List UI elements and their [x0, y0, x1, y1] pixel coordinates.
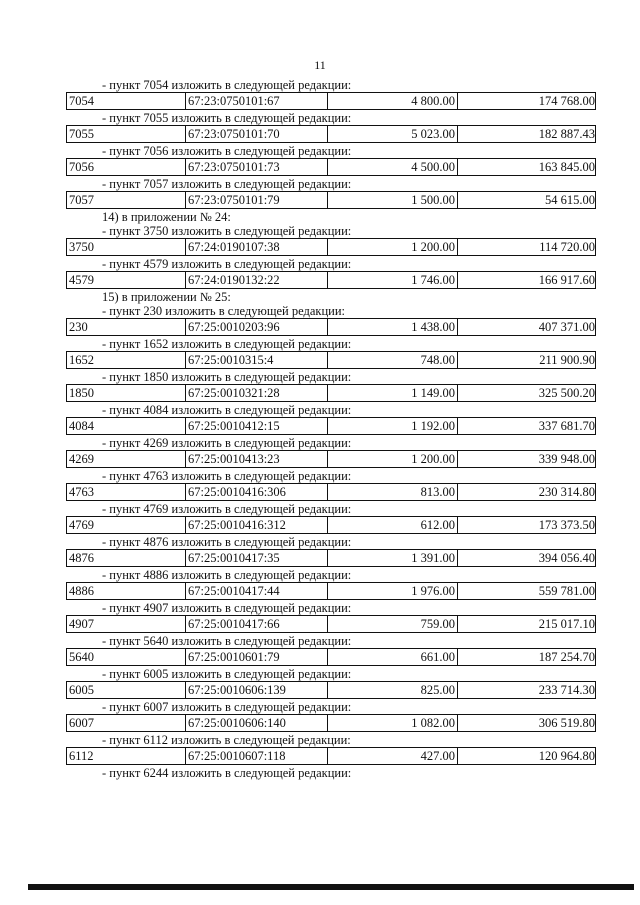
value-cell: 173 373.50: [457, 517, 597, 533]
area-cell: 825.00: [327, 682, 457, 698]
value-cell: 54 615.00: [457, 192, 597, 208]
value-cell: 166 917.60: [457, 272, 597, 288]
item-number-cell: 230: [69, 320, 88, 334]
item-number-cell: 4084: [69, 419, 94, 433]
table-row: [66, 714, 596, 732]
area-cell: 1 082.00: [327, 715, 457, 731]
table-row: [66, 191, 596, 209]
cadastral-number-cell: 67:25:0010413:23: [185, 451, 327, 467]
appendix-heading: 14) в приложении № 24:: [102, 210, 231, 224]
value-cell: 114 720.00: [457, 239, 597, 255]
table-row: [66, 483, 596, 501]
amendment-instruction: - пункт 7054 изложить в следующей редакции:: [102, 78, 352, 92]
area-cell: 661.00: [327, 649, 457, 665]
cadastral-number-cell: 67:25:0010601:79: [185, 649, 327, 665]
value-cell: 182 887.43: [457, 126, 597, 142]
cadastral-number-cell: 67:25:0010606:140: [185, 715, 327, 731]
item-number-cell: 7055: [69, 127, 94, 141]
amendment-instruction: - пункт 1652 изложить в следующей редакции:: [102, 337, 352, 351]
amendment-instruction: - пункт 5640 изложить в следующей редакции:: [102, 634, 352, 648]
area-cell: 1 500.00: [327, 192, 457, 208]
area-cell: 4 500.00: [327, 159, 457, 175]
table-row: [66, 582, 596, 600]
item-number-cell: 4876: [69, 551, 94, 565]
item-number-cell: 7056: [69, 160, 94, 174]
cadastral-number-cell: 67:25:0010412:15: [185, 418, 327, 434]
table-row: [66, 516, 596, 534]
area-cell: 813.00: [327, 484, 457, 500]
table-row: [66, 747, 596, 765]
amendment-instruction: - пункт 4907 изложить в следующей редакции:: [102, 601, 352, 615]
cadastral-number-cell: 67:25:0010417:66: [185, 616, 327, 632]
value-cell: 325 500.20: [457, 385, 597, 401]
amendment-instruction: - пункт 230 изложить в следующей редакции:: [102, 304, 345, 318]
value-cell: 120 964.80: [457, 748, 597, 764]
item-number-cell: 7054: [69, 94, 94, 108]
item-number-cell: 1652: [69, 353, 94, 367]
item-number-cell: 4763: [69, 485, 94, 499]
area-cell: 427.00: [327, 748, 457, 764]
value-cell: 339 948.00: [457, 451, 597, 467]
amendment-instruction: - пункт 4084 изложить в следующей редакции:: [102, 403, 352, 417]
cadastral-number-cell: 67:25:0010606:139: [185, 682, 327, 698]
table-row: [66, 271, 596, 289]
table-row: [66, 615, 596, 633]
item-number-cell: 4907: [69, 617, 94, 631]
item-number-cell: 4886: [69, 584, 94, 598]
cadastral-number-cell: 67:25:0010416:312: [185, 517, 327, 533]
cadastral-number-cell: 67:25:0010417:35: [185, 550, 327, 566]
cadastral-number-cell: 67:23:0750101:70: [185, 126, 327, 142]
amendment-instruction: - пункт 6244 изложить в следующей редакции:: [102, 766, 352, 780]
table-row: [66, 648, 596, 666]
value-cell: 174 768.00: [457, 93, 597, 109]
cadastral-number-cell: 67:23:0750101:67: [185, 93, 327, 109]
table-row: [66, 681, 596, 699]
area-cell: 1 746.00: [327, 272, 457, 288]
cadastral-number-cell: 67:25:0010321:28: [185, 385, 327, 401]
table-row: [66, 384, 596, 402]
amendment-instruction: - пункт 6112 изложить в следующей редакции:: [102, 733, 351, 747]
item-number-cell: 3750: [69, 240, 94, 254]
amendment-instruction: - пункт 4763 изложить в следующей редакции:: [102, 469, 352, 483]
bottom-rule: [28, 884, 634, 890]
table-row: [66, 125, 596, 143]
item-number-cell: 6112: [69, 749, 94, 763]
cadastral-number-cell: 67:24:0190132:22: [185, 272, 327, 288]
table-row: [66, 318, 596, 336]
amendment-instruction: - пункт 6005 изложить в следующей редакции:: [102, 667, 352, 681]
table-row: [66, 417, 596, 435]
value-cell: 559 781.00: [457, 583, 597, 599]
item-number-cell: 7057: [69, 193, 94, 207]
value-cell: 337 681.70: [457, 418, 597, 434]
table-row: [66, 158, 596, 176]
cadastral-number-cell: 67:23:0750101:73: [185, 159, 327, 175]
area-cell: 1 976.00: [327, 583, 457, 599]
area-cell: 1 391.00: [327, 550, 457, 566]
document-body: [66, 78, 596, 780]
amendment-instruction: - пункт 4886 изложить в следующей редакции:: [102, 568, 352, 582]
table-row: [66, 92, 596, 110]
area-cell: 612.00: [327, 517, 457, 533]
table-row: [66, 351, 596, 369]
amendment-instruction: - пункт 1850 изложить в следующей редакции:: [102, 370, 352, 384]
cadastral-number-cell: 67:24:0190107:38: [185, 239, 327, 255]
amendment-instruction: - пункт 6007 изложить в следующей редакции:: [102, 700, 352, 714]
amendment-instruction: - пункт 4769 изложить в следующей редакции:: [102, 502, 352, 516]
area-cell: 1 200.00: [327, 239, 457, 255]
value-cell: 211 900.90: [457, 352, 597, 368]
area-cell: 5 023.00: [327, 126, 457, 142]
amendment-instruction: - пункт 4579 изложить в следующей редакции:: [102, 257, 352, 271]
cadastral-number-cell: 67:25:0010416:306: [185, 484, 327, 500]
area-cell: 748.00: [327, 352, 457, 368]
table-row: [66, 238, 596, 256]
item-number-cell: 4579: [69, 273, 94, 287]
amendment-instruction: - пункт 4269 изложить в следующей редакции:: [102, 436, 352, 450]
appendix-heading: 15) в приложении № 25:: [102, 290, 231, 304]
item-number-cell: 6007: [69, 716, 94, 730]
value-cell: 215 017.10: [457, 616, 597, 632]
amendment-instruction: - пункт 4876 изложить в следующей редакции:: [102, 535, 352, 549]
cadastral-number-cell: 67:25:0010417:44: [185, 583, 327, 599]
cadastral-number-cell: 67:25:0010315:4: [185, 352, 327, 368]
value-cell: 394 056.40: [457, 550, 597, 566]
area-cell: 1 149.00: [327, 385, 457, 401]
item-number-cell: 4269: [69, 452, 94, 466]
value-cell: 230 314.80: [457, 484, 597, 500]
page-number: 11: [314, 58, 326, 72]
amendment-instruction: - пункт 3750 изложить в следующей редакции:: [102, 224, 352, 238]
area-cell: 759.00: [327, 616, 457, 632]
item-number-cell: 6005: [69, 683, 94, 697]
value-cell: 187 254.70: [457, 649, 597, 665]
value-cell: 306 519.80: [457, 715, 597, 731]
amendment-instruction: - пункт 7055 изложить в следующей редакции:: [102, 111, 352, 125]
area-cell: 1 200.00: [327, 451, 457, 467]
value-cell: 407 371.00: [457, 319, 597, 335]
cadastral-number-cell: 67:23:0750101:79: [185, 192, 327, 208]
item-number-cell: 1850: [69, 386, 94, 400]
cadastral-number-cell: 67:25:0010203:96: [185, 319, 327, 335]
amendment-instruction: - пункт 7056 изложить в следующей редакции:: [102, 144, 352, 158]
area-cell: 4 800.00: [327, 93, 457, 109]
cadastral-number-cell: 67:25:0010607:118: [185, 748, 327, 764]
table-row: [66, 549, 596, 567]
area-cell: 1 438.00: [327, 319, 457, 335]
table-row: [66, 450, 596, 468]
amendment-instruction: - пункт 7057 изложить в следующей редакции:: [102, 177, 352, 191]
item-number-cell: 5640: [69, 650, 94, 664]
value-cell: 163 845.00: [457, 159, 597, 175]
item-number-cell: 4769: [69, 518, 94, 532]
value-cell: 233 714.30: [457, 682, 597, 698]
area-cell: 1 192.00: [327, 418, 457, 434]
